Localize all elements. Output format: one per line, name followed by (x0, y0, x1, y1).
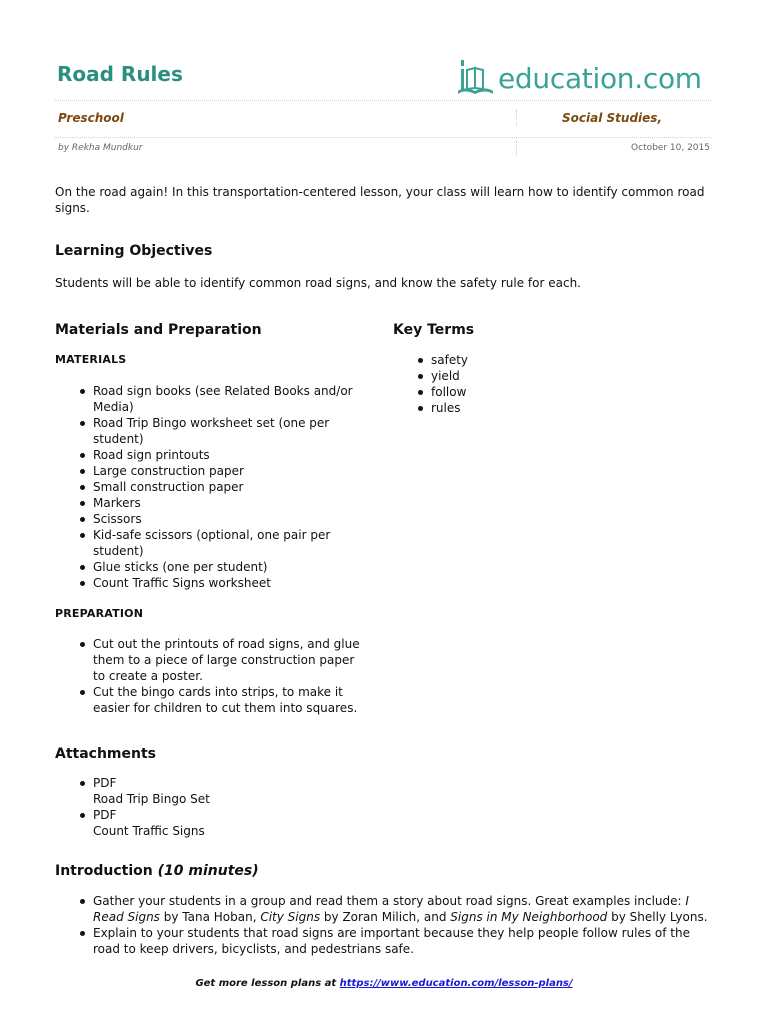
logo-text-main: education (498, 62, 635, 95)
list-item: Road sign printouts (55, 447, 367, 463)
page-title: Road Rules (57, 62, 183, 86)
learning-objectives-heading: Learning Objectives (55, 243, 213, 259)
text-run: Gather your students in a group and read them a story about road signs. Great examples include: (93, 894, 686, 908)
divider (55, 100, 711, 101)
subject-label: Social Studies, (562, 111, 662, 125)
divider (516, 110, 517, 126)
author-label: by Rekha Mundkur (58, 143, 143, 153)
materials-list (55, 383, 367, 591)
learning-objectives-text: Students will be able to identify common road signs, and know the safety rule for each. (55, 276, 581, 290)
key-terms-heading: Key Terms (393, 322, 475, 338)
list-item: Cut the bingo cards into strips, to make it easier for children to cut them into squares. (55, 684, 367, 716)
logo-text-dot: . (634, 62, 643, 95)
list-item: Road Trip Bingo worksheet set (one per student) (55, 415, 367, 447)
list-item (55, 893, 715, 925)
text-run: by Zoran Milich, and (320, 910, 451, 924)
list-item: Glue sticks (one per student) (55, 559, 367, 575)
divider (516, 141, 517, 155)
text-run: by Shelly Lyons. (607, 910, 708, 924)
intro-paragraph: On the road again! In this transportation-centered lesson, your class will learn how to identify common road signs. (55, 185, 705, 215)
grade-label: Preschool (58, 111, 124, 125)
list-item: safety (393, 352, 593, 368)
list-item: Kid-safe scissors (optional, one pair per student) (55, 527, 367, 559)
attachments-list (55, 775, 455, 839)
preparation-list (55, 636, 367, 716)
attachments-heading: Attachments (55, 746, 157, 762)
list-item: follow (393, 384, 593, 400)
list-item: Count Traffic Signs worksheet (55, 575, 367, 591)
lesson-plans-link[interactable]: https://www.education.com/lesson-plans/ (339, 978, 573, 989)
list-item: Cut out the printouts of road signs, and glue them to a piece of large construction paper to create a poster. (55, 636, 367, 684)
book-title: Signs in My Neighborhood (450, 910, 608, 924)
materials-preparation-heading: Materials and Preparation (55, 322, 262, 338)
divider (55, 137, 711, 138)
list-item: Scissors (55, 511, 367, 527)
list-item: Markers (55, 495, 367, 511)
book-title: I Read Signs (93, 894, 689, 924)
list-item: Road sign books (see Related Books and/or Media) (55, 383, 367, 415)
materials-subheading: MATERIALS (55, 353, 127, 366)
list-item: Large construction paper (55, 463, 367, 479)
preparation-subheading: PREPARATION (55, 607, 144, 620)
introduction-list (55, 893, 715, 957)
book-title: City Signs (260, 910, 321, 924)
footer-text: Get more lesson plans at (195, 978, 340, 989)
logo-wordmark (498, 62, 702, 95)
attachment-type: PDF (93, 808, 117, 822)
attachment-name[interactable]: Road Trip Bingo Set (93, 792, 210, 806)
attachment-item[interactable] (55, 807, 455, 839)
key-terms-list (393, 352, 593, 416)
introduction-heading-text: Introduction (55, 863, 153, 879)
list-item: Small construction paper (55, 479, 367, 495)
date-label: October 10, 2015 (631, 143, 710, 153)
logo-text-tld: com (642, 62, 702, 95)
introduction-duration: (10 minutes) (157, 863, 259, 879)
attachment-name[interactable]: Count Traffic Signs (93, 824, 205, 838)
introduction-heading (55, 863, 259, 879)
list-item: yield (393, 368, 593, 384)
education-logo[interactable] (456, 58, 716, 98)
education-book-logo-icon (456, 58, 496, 98)
attachment-item[interactable] (55, 775, 455, 807)
list-item: rules (393, 400, 593, 416)
text-run: by Tana Hoban, (159, 910, 261, 924)
list-item: Explain to your students that road signs are important because they help people follow rules of the road to keep drivers, bicyclists, and pedestrians safe. (55, 925, 715, 957)
footer (0, 978, 768, 989)
attachment-type: PDF (93, 776, 117, 790)
